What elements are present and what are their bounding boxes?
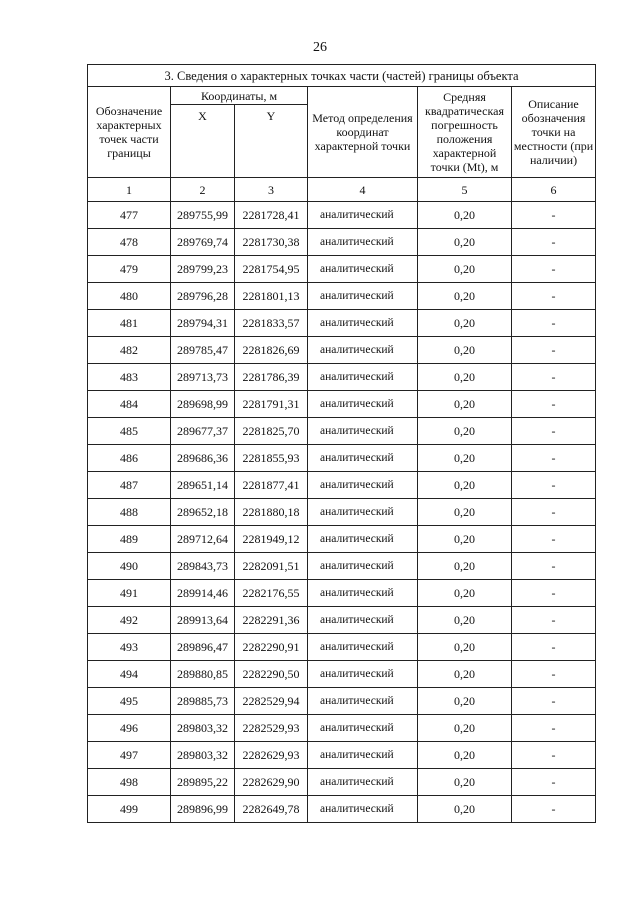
cell-method: аналитический — [308, 472, 418, 499]
cell-x: 289794,31 — [171, 310, 235, 337]
cell-error: 0,20 — [418, 526, 512, 553]
cell-x: 289755,99 — [171, 202, 235, 229]
table-row — [88, 634, 596, 661]
column-number: 5 — [418, 178, 512, 202]
cell-y: 2281880,18 — [235, 499, 308, 526]
cell-error: 0,20 — [418, 364, 512, 391]
cell-method: аналитический — [308, 553, 418, 580]
table-row — [88, 445, 596, 472]
cell-y: 2282629,90 — [235, 769, 308, 796]
cell-x: 289796,28 — [171, 283, 235, 310]
cell-error: 0,20 — [418, 742, 512, 769]
cell-x: 289677,37 — [171, 418, 235, 445]
table-row — [88, 364, 596, 391]
cell-method: аналитический — [308, 607, 418, 634]
cell-point: 485 — [88, 418, 171, 445]
cell-error: 0,20 — [418, 229, 512, 256]
cell-x: 289895,22 — [171, 769, 235, 796]
cell-method: аналитический — [308, 310, 418, 337]
cell-y: 2281833,57 — [235, 310, 308, 337]
table-row — [88, 418, 596, 445]
cell-y: 2281754,95 — [235, 256, 308, 283]
cell-x: 289880,85 — [171, 661, 235, 688]
column-number: 1 — [88, 178, 171, 202]
cell-error: 0,20 — [418, 499, 512, 526]
cell-point: 496 — [88, 715, 171, 742]
table-row — [88, 310, 596, 337]
cell-error: 0,20 — [418, 472, 512, 499]
table-row — [88, 769, 596, 796]
cell-description: - — [512, 472, 596, 499]
cell-point: 488 — [88, 499, 171, 526]
cell-error: 0,20 — [418, 715, 512, 742]
cell-method: аналитический — [308, 580, 418, 607]
cell-y: 2282649,78 — [235, 796, 308, 823]
cell-point: 487 — [88, 472, 171, 499]
header-method: Метод определения координат характерной точки — [308, 87, 418, 178]
header-error: Средняя квадратическая погрешность положения характерной точки (Mt), м — [418, 87, 512, 178]
cell-description: - — [512, 634, 596, 661]
cell-method: аналитический — [308, 688, 418, 715]
cell-description: - — [512, 526, 596, 553]
cell-method: аналитический — [308, 418, 418, 445]
cell-point: 489 — [88, 526, 171, 553]
cell-point: 491 — [88, 580, 171, 607]
cell-y: 2282291,36 — [235, 607, 308, 634]
cell-error: 0,20 — [418, 553, 512, 580]
cell-y: 2281949,12 — [235, 526, 308, 553]
cell-error: 0,20 — [418, 283, 512, 310]
cell-y: 2281855,93 — [235, 445, 308, 472]
table-row — [88, 553, 596, 580]
cell-description: - — [512, 283, 596, 310]
cell-method: аналитический — [308, 445, 418, 472]
cell-error: 0,20 — [418, 769, 512, 796]
cell-description: - — [512, 391, 596, 418]
cell-description: - — [512, 580, 596, 607]
cell-point: 479 — [88, 256, 171, 283]
cell-x: 289843,73 — [171, 553, 235, 580]
boundary-points-table — [87, 64, 596, 823]
header-coordinates: Координаты, м — [171, 87, 308, 105]
table-row — [88, 229, 596, 256]
cell-error: 0,20 — [418, 634, 512, 661]
cell-y: 2282629,93 — [235, 742, 308, 769]
cell-y: 2281825,70 — [235, 418, 308, 445]
cell-point: 492 — [88, 607, 171, 634]
cell-point: 497 — [88, 742, 171, 769]
cell-description: - — [512, 445, 596, 472]
section-title: 3. Сведения о характерных точках части (частей) границы объекта — [88, 65, 596, 87]
table-row — [88, 688, 596, 715]
cell-description: - — [512, 202, 596, 229]
table-row — [88, 283, 596, 310]
table-row — [88, 796, 596, 823]
cell-point: 481 — [88, 310, 171, 337]
cell-description: - — [512, 769, 596, 796]
column-number: 4 — [308, 178, 418, 202]
cell-y: 2281801,13 — [235, 283, 308, 310]
cell-description: - — [512, 688, 596, 715]
cell-error: 0,20 — [418, 580, 512, 607]
cell-method: аналитический — [308, 661, 418, 688]
header-point: Обозначение характерных точек части границы — [88, 87, 171, 178]
cell-method: аналитический — [308, 796, 418, 823]
cell-y: 2281877,41 — [235, 472, 308, 499]
table-row — [88, 661, 596, 688]
cell-y: 2281728,41 — [235, 202, 308, 229]
cell-x: 289885,73 — [171, 688, 235, 715]
cell-description: - — [512, 796, 596, 823]
cell-method: аналитический — [308, 256, 418, 283]
cell-y: 2282176,55 — [235, 580, 308, 607]
cell-error: 0,20 — [418, 310, 512, 337]
table-row — [88, 391, 596, 418]
cell-x: 289785,47 — [171, 337, 235, 364]
table-row — [88, 715, 596, 742]
table-row — [88, 499, 596, 526]
cell-x: 289652,18 — [171, 499, 235, 526]
cell-method: аналитический — [308, 337, 418, 364]
cell-y: 2282091,51 — [235, 553, 308, 580]
cell-x: 289686,36 — [171, 445, 235, 472]
cell-x: 289712,64 — [171, 526, 235, 553]
cell-method: аналитический — [308, 391, 418, 418]
cell-description: - — [512, 418, 596, 445]
cell-point: 477 — [88, 202, 171, 229]
header-y: Y — [235, 105, 308, 178]
cell-method: аналитический — [308, 634, 418, 661]
cell-x: 289698,99 — [171, 391, 235, 418]
cell-method: аналитический — [308, 769, 418, 796]
page-number: 26 — [313, 40, 327, 55]
column-number: 6 — [512, 178, 596, 202]
cell-x: 289896,47 — [171, 634, 235, 661]
cell-method: аналитический — [308, 499, 418, 526]
cell-point: 484 — [88, 391, 171, 418]
cell-description: - — [512, 742, 596, 769]
cell-error: 0,20 — [418, 391, 512, 418]
table-row — [88, 742, 596, 769]
cell-x: 289799,23 — [171, 256, 235, 283]
cell-x: 289803,32 — [171, 715, 235, 742]
cell-error: 0,20 — [418, 661, 512, 688]
cell-point: 486 — [88, 445, 171, 472]
cell-point: 498 — [88, 769, 171, 796]
cell-point: 482 — [88, 337, 171, 364]
cell-description: - — [512, 364, 596, 391]
cell-description: - — [512, 499, 596, 526]
cell-y: 2282529,94 — [235, 688, 308, 715]
cell-description: - — [512, 337, 596, 364]
cell-point: 499 — [88, 796, 171, 823]
cell-description: - — [512, 661, 596, 688]
table-row — [88, 256, 596, 283]
cell-method: аналитический — [308, 229, 418, 256]
column-number: 3 — [235, 178, 308, 202]
cell-x: 289769,74 — [171, 229, 235, 256]
cell-x: 289913,64 — [171, 607, 235, 634]
cell-error: 0,20 — [418, 256, 512, 283]
cell-x: 289651,14 — [171, 472, 235, 499]
cell-error: 0,20 — [418, 337, 512, 364]
cell-description: - — [512, 256, 596, 283]
cell-y: 2281791,31 — [235, 391, 308, 418]
table-row — [88, 202, 596, 229]
table-row — [88, 472, 596, 499]
column-numbers-row — [88, 178, 596, 202]
cell-point: 494 — [88, 661, 171, 688]
cell-x: 289803,32 — [171, 742, 235, 769]
cell-error: 0,20 — [418, 607, 512, 634]
cell-error: 0,20 — [418, 202, 512, 229]
table-row — [88, 526, 596, 553]
header-x: X — [171, 105, 235, 178]
cell-description: - — [512, 715, 596, 742]
cell-point: 480 — [88, 283, 171, 310]
cell-point: 483 — [88, 364, 171, 391]
cell-x: 289914,46 — [171, 580, 235, 607]
cell-y: 2281826,69 — [235, 337, 308, 364]
cell-point: 490 — [88, 553, 171, 580]
cell-y: 2281730,38 — [235, 229, 308, 256]
table-row — [88, 580, 596, 607]
cell-point: 478 — [88, 229, 171, 256]
cell-method: аналитический — [308, 283, 418, 310]
cell-x: 289713,73 — [171, 364, 235, 391]
cell-method: аналитический — [308, 364, 418, 391]
cell-y: 2282290,50 — [235, 661, 308, 688]
cell-error: 0,20 — [418, 796, 512, 823]
cell-y: 2282290,91 — [235, 634, 308, 661]
cell-point: 495 — [88, 688, 171, 715]
column-number: 2 — [171, 178, 235, 202]
cell-x: 289896,99 — [171, 796, 235, 823]
cell-error: 0,20 — [418, 445, 512, 472]
header-description: Описание обозначения точки на местности (при наличии) — [512, 87, 596, 178]
cell-description: - — [512, 607, 596, 634]
cell-error: 0,20 — [418, 688, 512, 715]
cell-description: - — [512, 553, 596, 580]
cell-method: аналитический — [308, 202, 418, 229]
cell-point: 493 — [88, 634, 171, 661]
cell-error: 0,20 — [418, 418, 512, 445]
cell-y: 2282529,93 — [235, 715, 308, 742]
table-row — [88, 607, 596, 634]
cell-method: аналитический — [308, 526, 418, 553]
cell-description: - — [512, 229, 596, 256]
cell-method: аналитический — [308, 742, 418, 769]
cell-description: - — [512, 310, 596, 337]
cell-y: 2281786,39 — [235, 364, 308, 391]
table-row — [88, 337, 596, 364]
cell-method: аналитический — [308, 715, 418, 742]
